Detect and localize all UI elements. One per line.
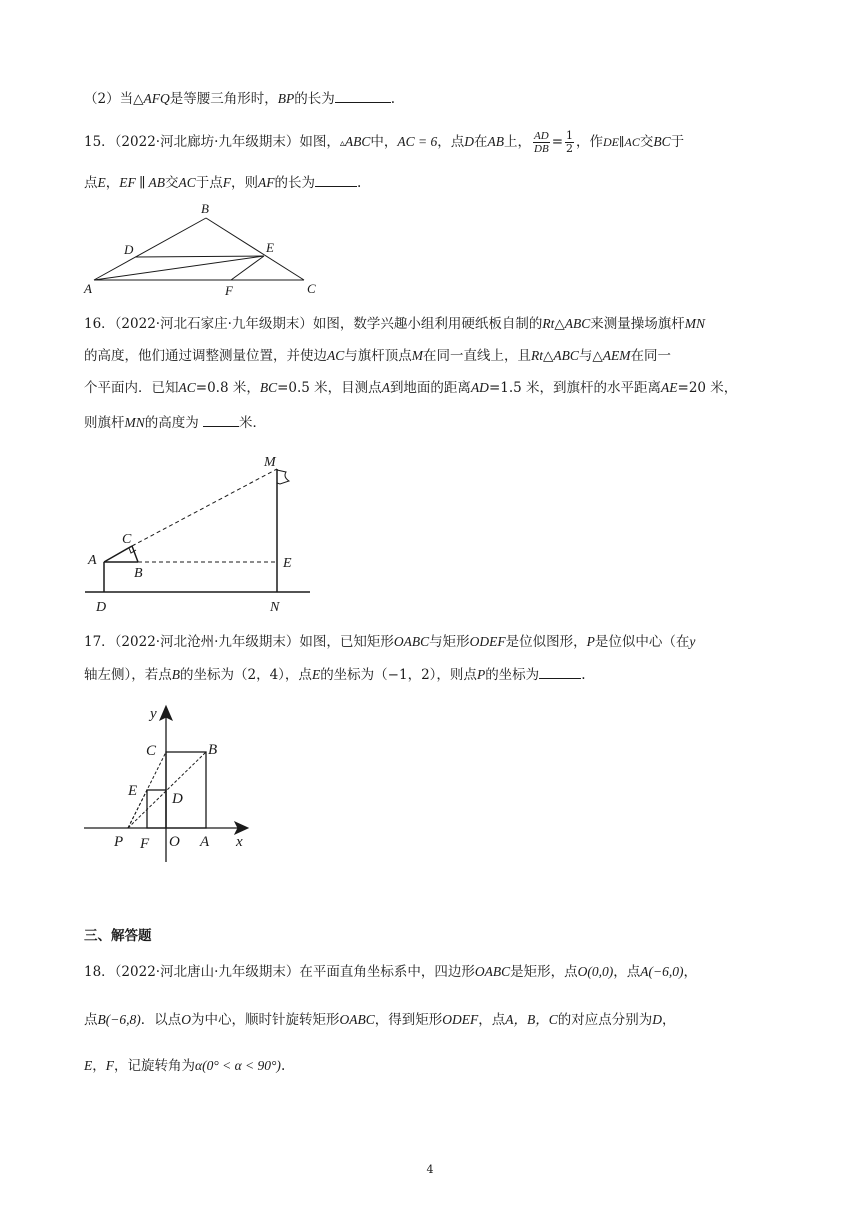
label-C: C: [122, 532, 132, 547]
q16-line1: 16．（2022·河北石家庄·九年级期末）如图，数学兴趣小组利用硬纸板自制的Rt△ABC来测量操场旗杆MN: [84, 316, 706, 332]
label-A: A: [88, 553, 97, 568]
label-P: P: [114, 834, 124, 850]
q16-line2: 的高度，他们通过调整测量位置，并使边AC与旗杆顶点M在同一直线上，且Rt△ABC与△AEM在同一: [84, 348, 672, 364]
label-F: F: [140, 836, 150, 852]
label-D: D: [172, 791, 183, 807]
label-C: C: [146, 743, 157, 759]
label-B: B: [201, 201, 209, 216]
label-A: A: [84, 281, 92, 296]
label-C: C: [307, 281, 316, 296]
label-D: D: [124, 242, 134, 257]
q15-line1: 15．（2022·河北廊坊·九年级期末）如图，▵ABC中，AC = 6，点D在AB上， $\frac{AD}{DB}$ = $\frac{1}{2}$ ，作DE∥AC交BC于: [84, 129, 685, 155]
q17-line2: 轴左侧），若点B的坐标为（2，4），点E的坐标为（−1，2），则点P的坐标为 .: [84, 664, 585, 685]
label-M: M: [264, 455, 276, 470]
label-E: E: [128, 783, 138, 799]
q16-line4: 则旗杆MN的高度为 米．: [84, 412, 266, 433]
label-F: F: [225, 283, 233, 298]
q17-line1: 17．（2022·河北沧州·九年级期末）如图，已知矩形OABC与矩形ODEF是位似图形，P是位似中心（在y: [84, 634, 696, 650]
answer-blank: [203, 412, 239, 427]
answer-blank: [335, 88, 391, 103]
label-E: E: [266, 240, 274, 255]
fraction-half: $\frac{1}{2}$: [566, 129, 574, 155]
label-A: A: [200, 834, 210, 850]
fraction-ad-db: $\frac{AD}{DB}$: [534, 130, 549, 155]
q16-line3: 个平面内．已知AC=0.8 米，BC=0.5 米，目测点A到地面的距离AD=1.5 米，到旗杆的水平距离AE=20 米，: [84, 380, 738, 396]
figure-16-flagpole: [80, 446, 320, 616]
answer-blank: [539, 664, 581, 679]
label-y: y: [150, 706, 157, 722]
answer-blank: [315, 172, 357, 187]
label-B: B: [134, 566, 143, 581]
q18-line3: E，F，记旋转角为α(0° < α < 90°).: [84, 1058, 286, 1074]
page-number: 4: [426, 1163, 434, 1176]
figure-15-triangle: [80, 200, 320, 300]
label-N: N: [270, 600, 280, 615]
q18-line1: 18．（2022·河北唐山·九年级期末）在平面直角坐标系中，四边形OABC是矩形，点O(0,0)，点A(−6,0)，: [84, 964, 697, 980]
q14-part2-line: （2）当△AFQ是等腰三角形时，BP的长为 .: [84, 88, 395, 109]
label-E: E: [283, 556, 292, 571]
section-heading: 三、解答题: [84, 928, 152, 944]
q18-line2: 点B(−6,8)．以点O为中心，顺时针旋转矩形OABC，得到矩形ODEF，点A，B，C的对应点分别为D，: [84, 1012, 676, 1028]
label-B: B: [208, 742, 218, 758]
label-O: O: [169, 834, 180, 850]
label-x: x: [236, 834, 243, 850]
q15-line2: 点E，EF ∥ AB交AC于点F，则AF的长为 .: [84, 172, 361, 193]
figure-17-coordinate-plane: [80, 696, 280, 866]
label-D: D: [96, 600, 107, 615]
